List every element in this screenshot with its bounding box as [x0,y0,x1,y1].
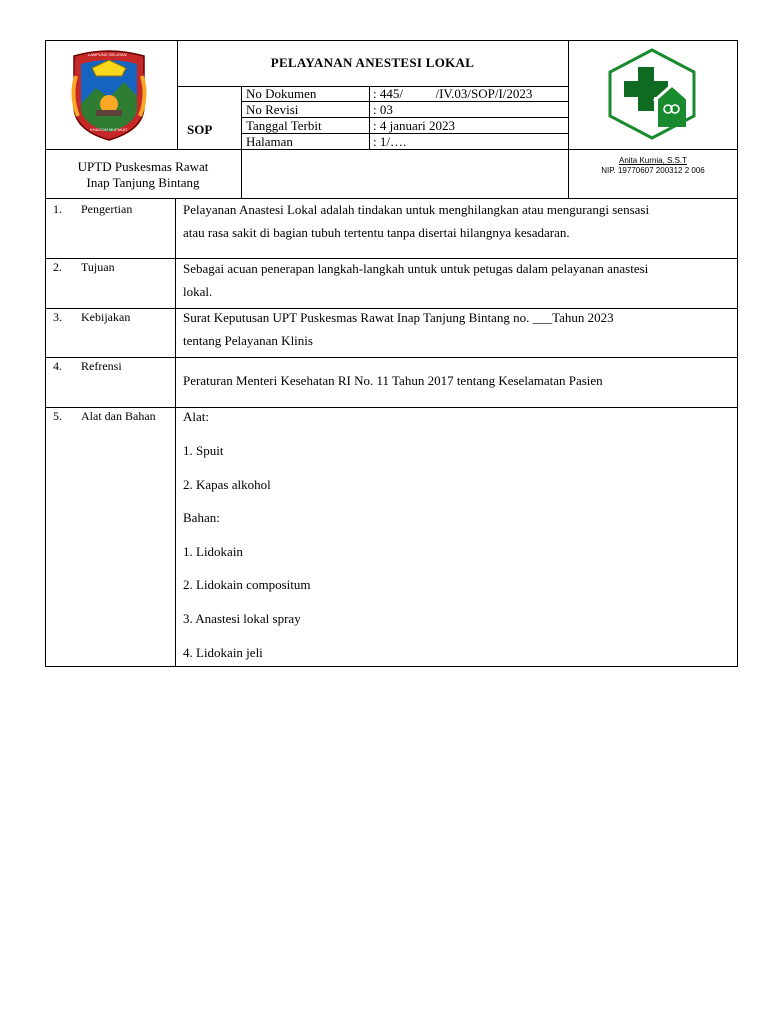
section-label: Kebijakan [81,310,131,324]
row-divider-2 [45,308,738,309]
section-text-line: Pelayanan Anastesi Lokal adalah tindakan untuk menghilangkan atau mengurangi sensasi [183,202,650,217]
section-text-line: 4. Lidokain jeli [183,645,263,660]
doc-field-value-halaman: : 1/…. [373,134,407,149]
institution-name-line1: UPTD Puskesmas Rawat [77,159,209,174]
section-text-line: atau rasa sakit di bagian tubuh tertentu tanpa disertai hilangnya kesadaran. [183,225,570,240]
section-text-line: Bahan: [183,510,220,525]
puskesmas-emblem-icon [604,47,700,141]
section-label: Pengertian [81,202,133,216]
section-number: 4. [53,359,62,373]
section-number: 2. [53,260,62,274]
regency-logo [66,46,152,142]
sop-label: SOP [187,122,213,137]
section-text-line: 2. Kapas alkohol [183,477,271,492]
section-text-line: Peraturan Menteri Kesehatan RI No. 11 Tahun 2017 tentang Keselamatan Pasien [183,373,603,388]
section-text-line: Surat Keputusan UPT Puskesmas Rawat Inap Tanjung Bintang no. ___Tahun 2023 [183,310,614,325]
page-title: PELAYANAN ANESTESI LOKAL [270,55,475,70]
doc-field-label-no-dokumen: No Dokumen [246,86,317,101]
header-divider-sop [241,86,242,198]
section-text-line: 2. Lidokain compositum [183,577,311,592]
institution-name-line2: Inap Tanjung Bintang [86,175,200,190]
doc-field-label-halaman: Halaman [246,134,293,149]
body-col-divider [175,198,176,666]
row-divider-4 [45,407,738,408]
doc-field-label-tanggal-terbit: Tanggal Terbit [246,118,322,133]
section-number: 5. [53,409,62,423]
section-label: Alat dan Bahan [81,409,156,423]
logo-top-text: LAMPUNG SELATAN [88,52,127,57]
doc-field-label-no-revisi: No Revisi [246,102,299,117]
section-text-line: lokal. [183,284,213,299]
section-text-line: Sebagai acuan penerapan langkah-langkah untuk untuk petugas dalam pelayanan anastesi [183,261,649,276]
section-number: 3. [53,310,62,324]
section-text-line: 3. Anastesi lokal spray [183,611,301,626]
section-text-line: 1. Lidokain [183,544,243,559]
section-label: Tujuan [81,260,115,274]
puskesmas-logo [604,47,700,141]
doc-field-value-tanggal-terbit: : 4 januari 2023 [373,118,455,133]
doc-field-value-no-revisi: : 03 [373,102,393,117]
logo-bottom-text: KHAGOM MUFAKAT [90,127,128,132]
doc-field-value-no-dokumen: : 445/ /IV.03/SOP/I/2023 [373,86,533,101]
signer-nip: NIP. 19770607 200312 2 006 [601,166,705,175]
section-label: Refrensi [81,359,122,373]
section-text-line: tentang Pelayanan Klinis [183,333,313,348]
section-text-line: Alat: [183,409,209,424]
row-divider-3 [45,357,738,358]
section-text-line: 1. Spuit [183,443,224,458]
row-divider-1 [45,258,738,259]
section-number: 1. [53,202,62,216]
signer-name: Anita Kurnia, S.S.T [618,156,688,165]
